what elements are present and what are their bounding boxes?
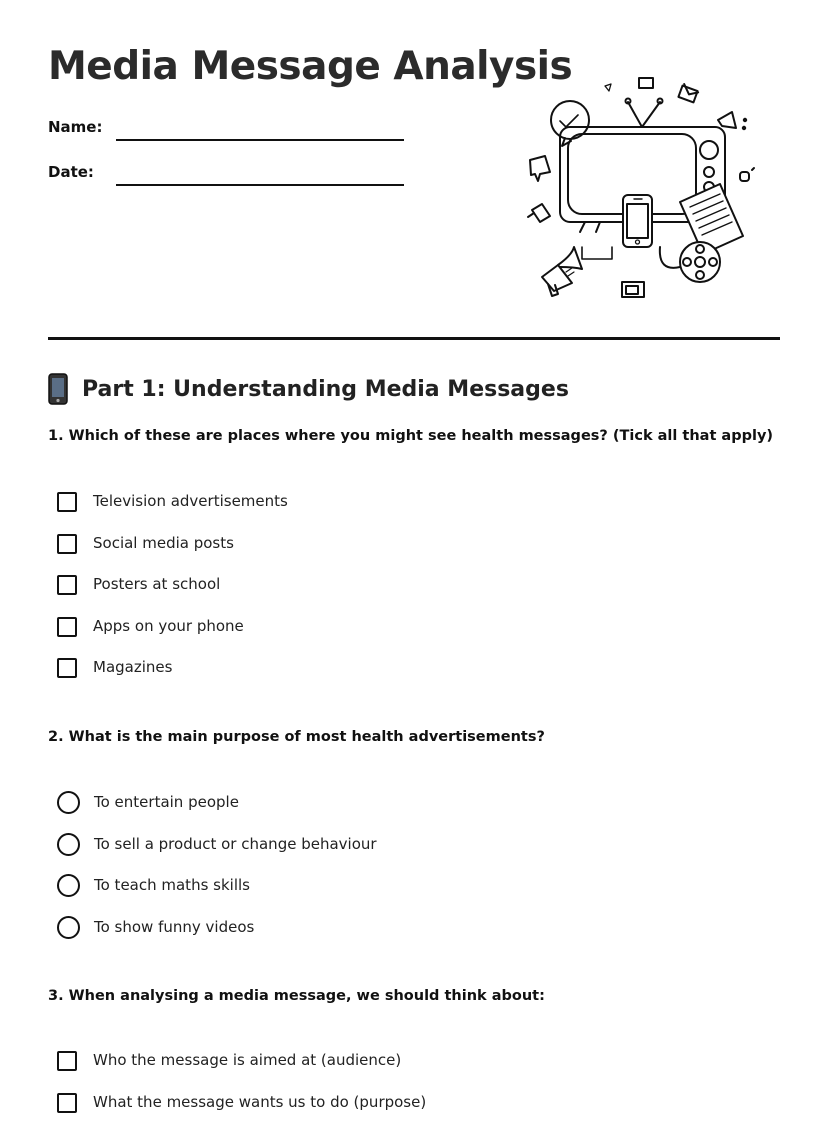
option-label: Posters at school (93, 575, 220, 593)
radio-button[interactable] (57, 916, 80, 939)
question-3-text: 3. When analysing a media message, we should think about: (48, 988, 545, 1004)
checkbox[interactable] (57, 492, 77, 512)
question-1-text: 1. Which of these are places where you might see health messages? (Tick all that apply) (48, 428, 773, 444)
option-sell-product[interactable] (57, 835, 377, 877)
question-2-options (57, 793, 377, 959)
option-label: To entertain people (94, 793, 239, 811)
question-3-options (57, 1051, 426, 1134)
option-label: To show funny videos (94, 918, 254, 936)
checkbox[interactable] (57, 617, 77, 637)
option-label: Television advertisements (93, 492, 288, 510)
option-label: Magazines (93, 658, 172, 676)
checkbox[interactable] (57, 1093, 77, 1113)
page-title: Media Message Analysis (48, 44, 572, 89)
checkbox[interactable] (57, 658, 77, 678)
part1-heading (48, 373, 569, 405)
name-field (48, 118, 102, 136)
media-collage-icon (520, 72, 770, 307)
option-magazines[interactable] (57, 658, 288, 700)
option-label: What the message wants us to do (purpose) (93, 1093, 426, 1111)
checkbox[interactable] (57, 534, 77, 554)
option-purpose[interactable] (57, 1093, 426, 1134)
option-teach-maths[interactable] (57, 876, 377, 918)
option-label: Apps on your phone (93, 617, 244, 635)
question-1-options (57, 492, 288, 700)
checkbox[interactable] (57, 575, 77, 595)
option-funny-videos[interactable] (57, 918, 377, 960)
name-write-line[interactable] (116, 139, 404, 141)
mobile-phone-icon (48, 373, 68, 405)
checkbox[interactable] (57, 1051, 77, 1071)
option-audience[interactable] (57, 1051, 426, 1093)
name-label: Name: (48, 118, 102, 136)
question-2-text: 2. What is the main purpose of most health advertisements? (48, 729, 545, 745)
date-field (48, 163, 94, 181)
option-label: Who the message is aimed at (audience) (93, 1051, 401, 1069)
radio-button[interactable] (57, 833, 80, 856)
option-label: Social media posts (93, 534, 234, 552)
date-label: Date: (48, 163, 94, 181)
option-posters[interactable] (57, 575, 288, 617)
radio-button[interactable] (57, 874, 80, 897)
part1-title: Part 1: Understanding Media Messages (82, 377, 569, 402)
radio-button[interactable] (57, 791, 80, 814)
option-social-media[interactable] (57, 534, 288, 576)
section-divider (48, 337, 780, 340)
option-label: To teach maths skills (94, 876, 250, 894)
option-apps[interactable] (57, 617, 288, 659)
option-television[interactable] (57, 492, 288, 534)
date-write-line[interactable] (116, 184, 404, 186)
option-label: To sell a product or change behaviour (94, 835, 377, 853)
option-entertain[interactable] (57, 793, 377, 835)
